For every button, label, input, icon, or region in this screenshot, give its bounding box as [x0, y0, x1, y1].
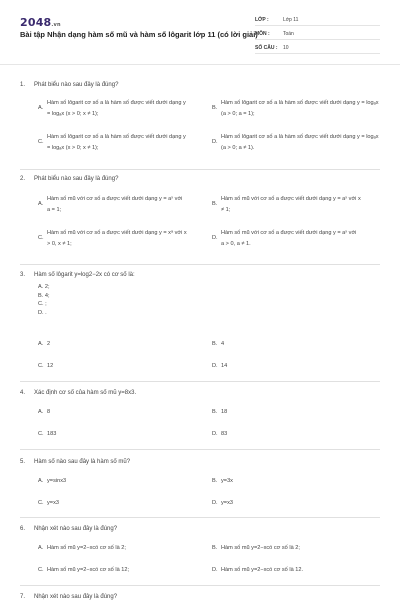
question-1 — [20, 82, 380, 162]
option-text: Hàm số lôgarit cơ số a là hàm số được viết dưới dạng y = logₐx (x > 0; x ≠ 1); — [47, 100, 186, 117]
option-text: Hàm số mũ với cơ số a được viết dưới dạng y = aˣ với a = 1; — [47, 196, 183, 213]
option-text: y=x3 — [47, 500, 59, 506]
meta-value: Toán — [283, 31, 294, 37]
meta-value: Lớp 11 — [283, 17, 299, 23]
meta-row-subject — [255, 28, 380, 40]
divider — [20, 169, 380, 170]
inline-choice: B. 4; — [38, 292, 50, 299]
logo-text: 2048 — [20, 16, 52, 29]
option-text: Hàm số mũ với cơ số a được viết dưới dạng y = aˣ với a > 0, a ≠ 1. — [221, 230, 357, 247]
divider — [20, 449, 380, 450]
question-number: 2. — [20, 176, 26, 182]
option-letter: A. — [38, 341, 44, 347]
option-text: Hàm số mũ y=2−xcó cơ số là 2; — [221, 545, 300, 551]
option-letter: D. — [212, 363, 218, 369]
option-letter: D. — [212, 567, 218, 573]
option-text: Hàm số lôgarit cơ số a là hàm số được viết dưới dạng y = logₐx (x > 0; x ≠ 1); — [47, 134, 186, 151]
question-4 — [20, 390, 380, 440]
option-letter: B. — [212, 545, 218, 551]
question-text: Phát biểu nào sau đây là đúng? — [34, 82, 119, 88]
option-text: 12 — [47, 363, 54, 369]
meta-row-count — [255, 42, 380, 54]
meta-key: SỐ CÂU : — [255, 45, 278, 51]
option-text: Hàm số mũ y=2−xcó cơ số là 2; — [47, 545, 126, 551]
option-letter: A. — [38, 409, 44, 415]
question-2 — [20, 176, 380, 260]
question-title — [20, 594, 117, 600]
question-7 — [20, 594, 380, 600]
meta-key: LỚP : — [255, 17, 269, 23]
question-title — [20, 82, 118, 88]
question-number: 7. — [20, 594, 26, 600]
option-letter: C. — [38, 500, 44, 506]
question-number: 3. — [20, 272, 26, 278]
question-title — [20, 272, 135, 278]
option-letter: C. — [38, 235, 44, 241]
option-text: y=x3 — [221, 500, 233, 506]
divider — [20, 585, 380, 586]
option-text: y=sinx3 — [47, 478, 67, 484]
option-text: 183 — [47, 431, 57, 437]
option-text: Hàm số mũ với cơ số a được viết dưới dạng y = xᵃ với x > 0, x ≠ 1; — [47, 230, 187, 247]
divider — [20, 264, 380, 265]
question-6 — [20, 526, 380, 578]
option-text: 8 — [47, 409, 51, 415]
meta-row-class — [255, 14, 380, 26]
divider — [20, 517, 380, 518]
question-3 — [20, 272, 380, 378]
option-letter: A. — [38, 478, 44, 484]
inline-choices — [38, 283, 50, 317]
option-text: Hàm số lôgarit cơ số a là hàm số được viết dưới dạng y = logₐx (a > 0; a = 1); — [221, 100, 379, 117]
option-letter: C. — [38, 139, 44, 145]
question-number: 5. — [20, 459, 26, 465]
option-text: y=3x — [221, 478, 233, 484]
question-text: Phát biểu nào sau đây là đúng? — [34, 176, 119, 182]
option-text: 14 — [221, 363, 228, 369]
option-letter: B. — [212, 105, 218, 111]
question-title — [20, 176, 118, 182]
option-text: 83 — [221, 431, 228, 437]
document-header — [0, 0, 400, 65]
option-letter: B. — [212, 478, 218, 484]
inline-choice: C. ; — [38, 301, 47, 307]
question-text: Nhận xét nào sau đây là đúng? — [34, 526, 118, 532]
question-number: 4. — [20, 390, 26, 396]
option-letter: B. — [212, 409, 218, 415]
divider — [20, 381, 380, 382]
option-letter: D. — [212, 235, 218, 241]
question-text: Hàm số lôgarit y=log2−2x có cơ số là: — [34, 272, 135, 278]
option-letter: D. — [212, 139, 218, 145]
inline-choice: A. 2; — [38, 284, 50, 290]
option-text: 2 — [47, 341, 51, 347]
option-letter: C. — [38, 363, 44, 369]
option-text: Hàm số mũ y=2−xcó cơ số là 12. — [221, 567, 304, 573]
option-letter: A. — [38, 545, 44, 551]
question-number: 1. — [20, 82, 26, 88]
logo-suffix: .vn — [51, 22, 61, 28]
option-text: Hàm số mũ y=2−xcó cơ số là 12; — [47, 567, 130, 573]
question-5 — [20, 459, 380, 509]
option-text: 4 — [221, 341, 225, 347]
option-text: Hàm số lôgarit cơ số a là hàm số được viết dưới dạng y = logₐx (a > 0; a ≠ 1). — [221, 134, 379, 151]
option-letter: D. — [212, 431, 218, 437]
question-number: 6. — [20, 526, 26, 532]
document-title: Bài tập Nhận dạng hàm số mũ và hàm số lôgarit lớp 11 (có lời giải) — [20, 30, 258, 39]
option-letter: C. — [38, 431, 44, 437]
option-letter: B. — [212, 341, 218, 347]
inline-choice: D. . — [38, 309, 47, 316]
option-letter: C. — [38, 567, 44, 573]
option-text: 18 — [221, 409, 228, 415]
option-letter: B. — [212, 201, 218, 207]
option-text: Hàm số mũ với cơ số a được viết dưới dạng y = aˣ với x ≠ 1; — [221, 196, 361, 213]
option-letter: A. — [38, 201, 44, 207]
option-letter: D. — [212, 500, 218, 506]
question-text: Hàm số nào sau đây là hàm số mũ? — [34, 459, 131, 465]
question-title — [20, 526, 117, 532]
meta-key: MÔN : — [255, 31, 270, 37]
site-logo[interactable] — [20, 16, 61, 29]
question-text: Xác định cơ số của hàm số mũ y=8x3. — [34, 390, 137, 396]
question-title — [20, 390, 136, 396]
option-letter: A. — [38, 105, 44, 111]
question-title — [20, 459, 130, 465]
question-text: Nhận xét nào sau đây là đúng? — [34, 594, 118, 600]
meta-value: 10 — [283, 45, 289, 51]
